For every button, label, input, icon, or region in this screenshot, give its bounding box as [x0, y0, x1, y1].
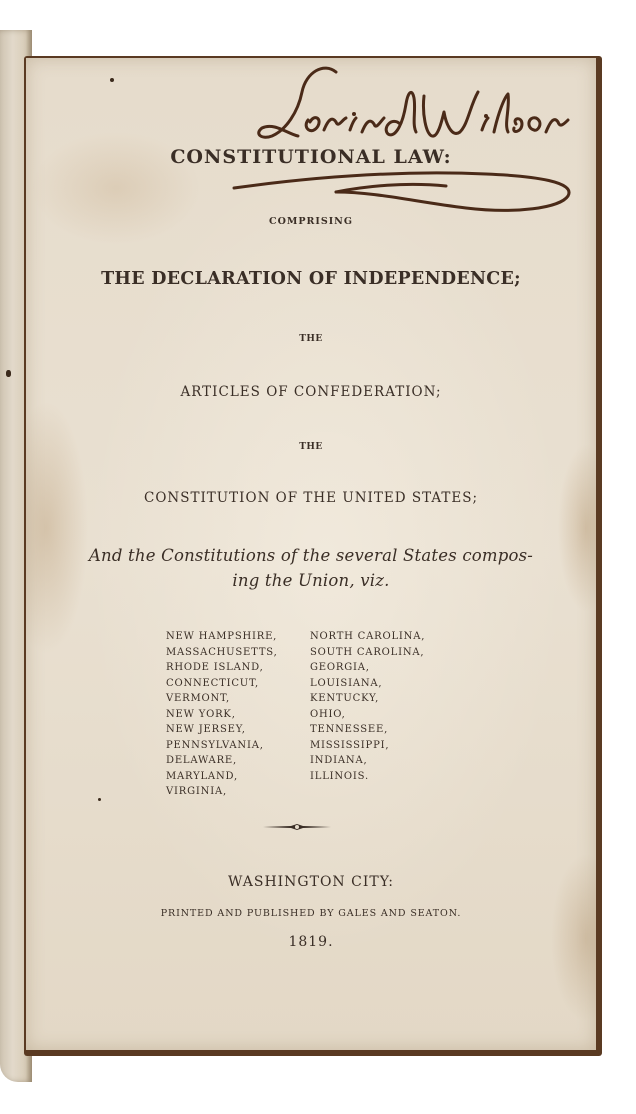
state-name: VIRGINIA, — [166, 786, 227, 797]
handwritten-signature — [216, 58, 596, 228]
state-name: TENNESSEE, — [310, 724, 389, 735]
state-name: KENTUCKY, — [310, 693, 380, 704]
state-name: ILLINOIS. — [310, 770, 369, 782]
ink-spot — [110, 78, 114, 82]
state-name: PENNSYLVANIA, — [166, 739, 264, 751]
articles-heading: ARTICLES OF CONFEDERATION; — [180, 384, 442, 400]
constitution-heading: CONSTITUTION OF THE UNITED STATES; — [143, 490, 478, 506]
states-list-right — [310, 629, 425, 784]
state-name: SOUTH CAROLINA, — [310, 646, 425, 658]
state-name: LOUISIANA, — [310, 677, 383, 689]
subtitle-line-1: And the Constitutions of the several States compos- — [88, 546, 534, 565]
state-name: NEW YORK, — [166, 708, 236, 720]
imprint-place: WASHINGTON CITY: — [228, 874, 394, 890]
the-label-2: THE — [299, 442, 323, 452]
state-name: VERMONT, — [166, 693, 231, 704]
state-name: NEW HAMPSHIRE, — [166, 631, 278, 642]
title-page — [26, 58, 596, 1050]
state-name: INDIANA, — [310, 755, 368, 766]
state-name: MASSACHUSETTS, — [166, 646, 278, 658]
ink-spot — [98, 798, 101, 801]
book-title: CONSTITUTIONAL LAW: — [170, 146, 452, 168]
state-name: GEORGIA, — [310, 662, 370, 673]
declaration-heading: THE DECLARATION OF INDEPENDENCE; — [101, 269, 521, 289]
imprint-year: 1819. — [288, 934, 334, 950]
states-list-left — [166, 629, 278, 800]
the-label-1: THE — [299, 334, 323, 344]
state-name: OHIO, — [310, 708, 346, 720]
imprint-publisher: PRINTED AND PUBLISHED BY GALES AND SEATON. — [160, 908, 462, 919]
ink-spot — [6, 370, 11, 377]
comprising-label: COMPRISING — [269, 216, 353, 227]
ornament-rule — [261, 822, 333, 832]
state-name: NORTH CAROLINA, — [310, 631, 426, 642]
state-name: MISSISSIPPI, — [310, 739, 390, 751]
state-name: RHODE ISLAND, — [166, 662, 264, 673]
state-name: MARYLAND, — [166, 770, 238, 782]
subtitle-line-2: ing the Union, viz. — [232, 571, 390, 590]
state-name: DELAWARE, — [166, 755, 237, 766]
state-name: NEW JERSEY, — [166, 724, 246, 735]
state-name: CONNECTICUT, — [166, 677, 259, 689]
